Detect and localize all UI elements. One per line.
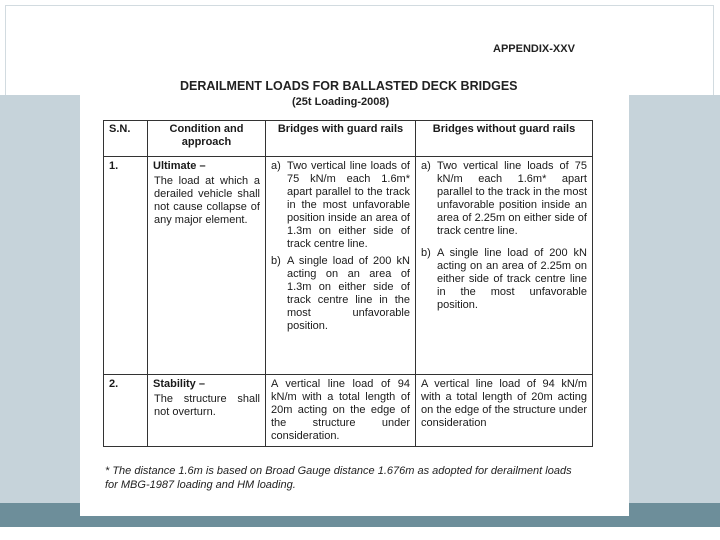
table-row	[104, 157, 593, 375]
list-item	[271, 160, 410, 251]
item-marker: b)	[271, 255, 281, 267]
item-text: A single line load of 200 kN acting on an area of 2.25m on either side of track centre line in the most unfavorable position.	[437, 247, 587, 311]
item-text: Two vertical line loads of 75 kN/m each 1.6m* apart parallel to the track in the most unfavorable position inside an area of 1.3m on either side of track centre line.	[287, 160, 410, 250]
header-condition: Condition and approach	[148, 121, 266, 157]
row-with-guard-rails	[266, 375, 416, 447]
item-text: A single load of 200 kN acting on an area of 1.3m on either side of track centre line in the most unfavorable position.	[287, 255, 410, 332]
item-marker: a)	[271, 160, 281, 172]
row-condition	[148, 375, 266, 447]
row-with-guard-rails	[266, 157, 416, 375]
row-sn: 2.	[104, 375, 148, 447]
header-sn: S.N.	[104, 121, 148, 157]
list-item	[421, 160, 587, 238]
item-text: Two vertical line loads of 75 kN/m each 1.6m* apart parallel to the track in the most unfavorable position inside an area of 2.25m on either side of track centre line.	[437, 160, 587, 237]
derailment-loads-table	[103, 120, 593, 447]
condition-text: The load at which a derailed vehicle shall not cause collapse of any major element.	[154, 175, 260, 226]
row-sn: 1.	[104, 157, 148, 375]
cell-text: A vertical line load of 94 kN/m with a total length of 20m acting on the edge of the structure under consideration	[421, 378, 587, 429]
header-without-guard-rails: Bridges without guard rails	[416, 121, 593, 157]
header-with-guard-rails: Bridges with guard rails	[266, 121, 416, 157]
condition-label: Ultimate –	[153, 160, 206, 172]
item-marker: b)	[421, 247, 431, 259]
item-marker: a)	[421, 160, 431, 172]
table-header-row	[104, 121, 593, 157]
document-subtitle: (25t Loading-2008)	[292, 96, 390, 108]
condition-text: The structure shall not overturn.	[154, 393, 260, 418]
row-without-guard-rails	[416, 375, 593, 447]
list-item	[421, 247, 587, 312]
footnote: * The distance 1.6m is based on Broad Gauge distance 1.676m as adopted for derailment loads for MBG-1987 loading and HM loading.	[105, 465, 572, 491]
cell-text: A vertical line load of 94 kN/m with a total length of 20m acting on the edge of the structure under consideration.	[271, 378, 410, 442]
table-row	[104, 375, 593, 447]
appendix-label: APPENDIX-XXV	[493, 43, 575, 55]
document-title: DERAILMENT LOADS FOR BALLASTED DECK BRIDGES	[180, 79, 518, 93]
list-item	[271, 255, 410, 333]
condition-label: Stability –	[153, 378, 205, 390]
row-without-guard-rails	[416, 157, 593, 375]
row-condition	[148, 157, 266, 375]
